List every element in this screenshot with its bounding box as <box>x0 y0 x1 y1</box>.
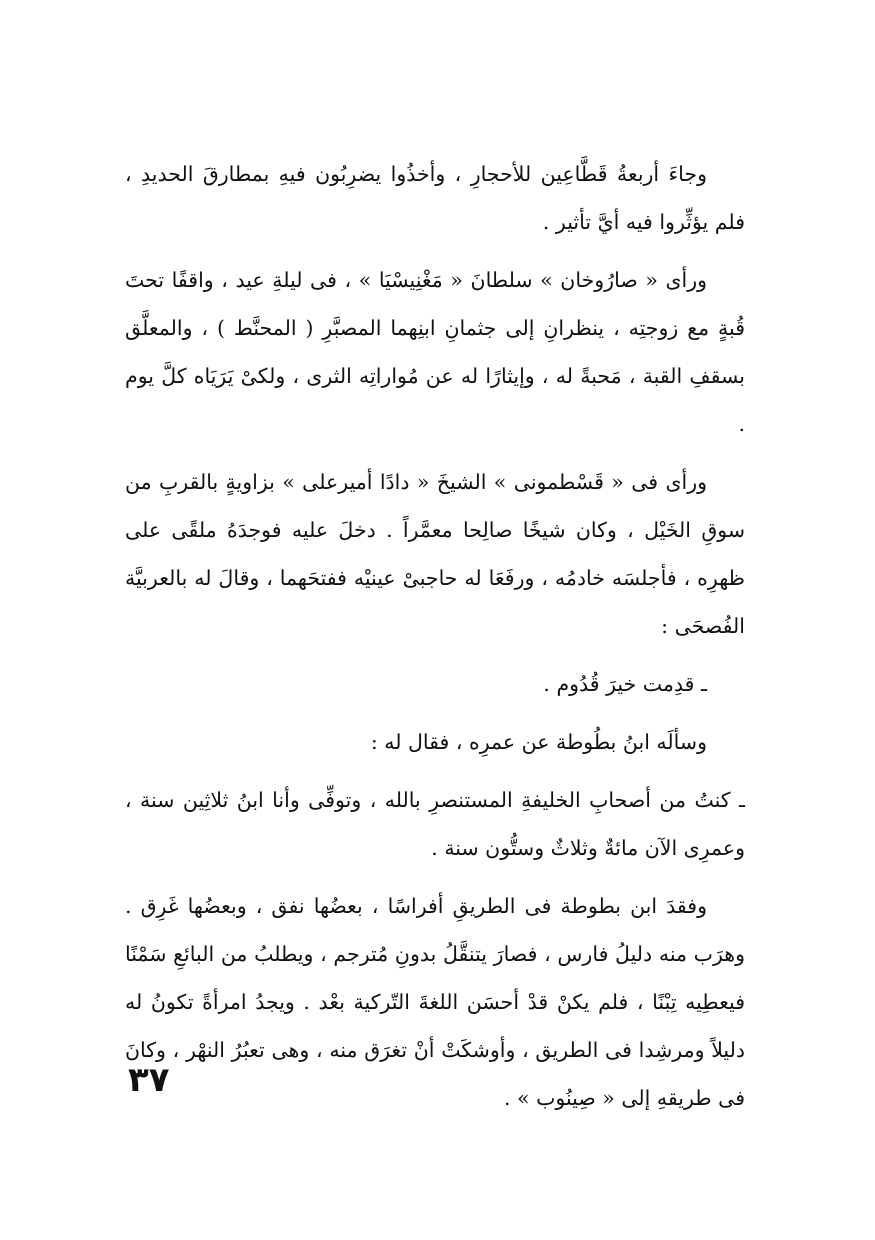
body-text <box>125 150 745 1132</box>
paragraph-7: وفقدَ ابن بطوطة فى الطريقِ أفراسًا ، بعضُها نفق ، وبعضُها غَرِق . وهرَب منه دليلُ فارس ، فصارَ يتنقَّلُ بدونِ مُترجم ، ويطلبُ من البائعِ سَمْنًا فيعطِيه تِبْنًا ، فلم يكنْ قدْ أحسَن اللغةَ التّركية بعْد . ويجدُ امرأةً تكونُ له دليلاً ومرشِدا فى الطريق ، وأوشكَتْ أنْ تغرَق منه ، وهى تعبُرُ النهْر ، وكانَ فى طريقهِ إلى « صِينُوب » . <box>125 894 745 1110</box>
paragraph-2: ورأى « صارُوخان » سلطانَ « مَغْنِيسْيَا » ، فى ليلةِ عيد ، واقفًا تحتَ قُبةٍ مع زوجتِه ، ينظرانِ إلى جثمانِ ابنِهما المصبَّرِ ( المحنَّط ) ، والمعلَّق بسقفِ القبة ، مَحبةً له ، وإيثارًا له عن مُواراتِه الثرى ، ولكىْ يَرَيَاه كلَّ يوم . <box>125 268 745 436</box>
paragraph-3: ورأى فى « قَسْطمونى » الشيخَ « دادًا أميرعلى » بزاويةٍ بالقربِ من سوقِ الخَيْل ، وكان شيخًا صالِحا معمَّراً . دخلَ عليه فوجدَهُ ملقًى على ظهرِه ، فأجلسَه خادمُه ، ورفَعَا له حاجبىْ عينيْه ففتحَهما ، وقالَ له بالعربيَّة الفُصحَى : <box>125 470 745 638</box>
paragraph-5: وسألَه ابنُ بطُوطة عن عمرِه ، فقال له : <box>370 730 707 754</box>
paragraph-6-dialogue: ـ كنتُ من أصحابِ الخليفةِ المستنصرِ بالله ، وتوفِّى وأنا ابنُ ثلاثِين سنة ، وعمرِى الآن مائةٌ وثلاثٌ وستُّون سنة . <box>125 788 745 860</box>
page-number: ٣٧ <box>128 1060 170 1100</box>
paragraph-1: وجاءَ أربعةُ قَطَّاعِين للأحجارِ ، وأخذُوا يضرِبُون فيهِ بمطارقَ الحديدِ ، فلم يؤثِّروا فيه أيَّ تأثير . <box>125 162 745 234</box>
paragraph-4-dialogue: ـ قدِمت خيرَ قُدُوم . <box>543 672 707 696</box>
